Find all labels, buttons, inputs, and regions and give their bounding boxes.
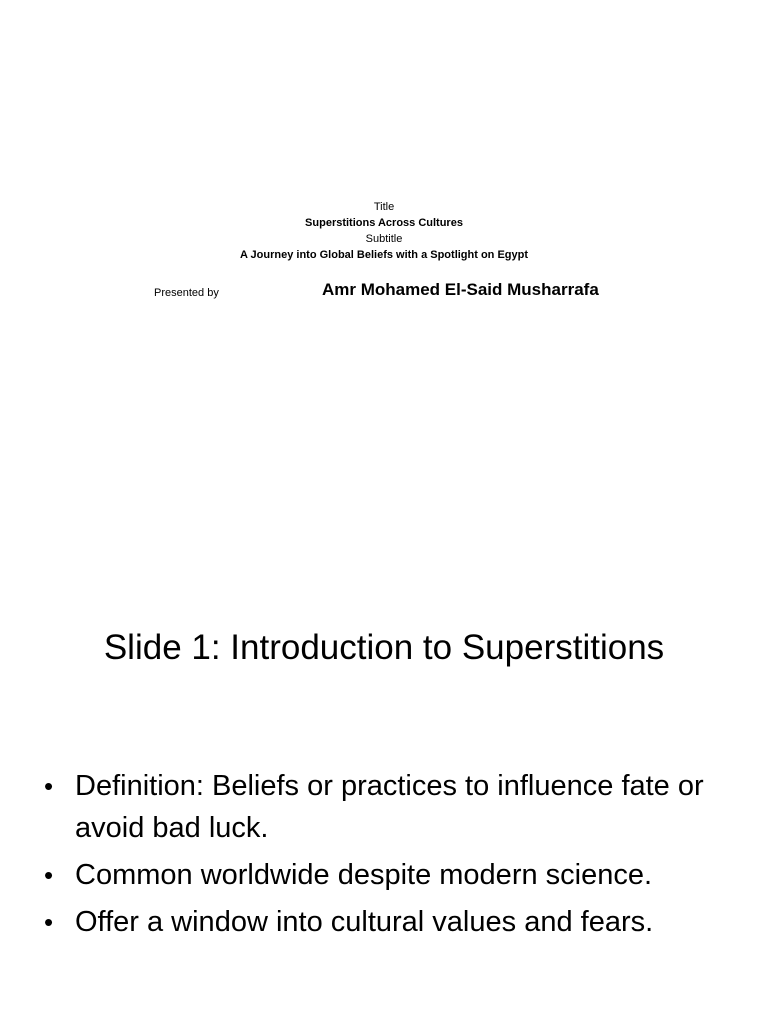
presentation-title: Superstitions Across Cultures (305, 217, 463, 229)
bullet-list (44, 765, 734, 948)
bullet-item-common (44, 854, 734, 896)
bullet-dot: • (44, 907, 54, 937)
presenter-name: Amr Mohamed El-Said Musharrafa (322, 280, 599, 299)
presenter-row (0, 280, 768, 306)
bullet-text: Definition: Beliefs or practices to influence fate or avoid bad luck. (75, 770, 704, 844)
title-label: Title (373, 201, 395, 213)
bullet-text: Offer a window into cultural values and fears. (75, 906, 654, 938)
slide-introduction (0, 512, 768, 1024)
bullet-item-definition (44, 765, 734, 849)
bullet-text: Common worldwide despite modern science. (75, 859, 653, 891)
bullet-dot: • (44, 860, 54, 890)
bullet-dot: • (44, 771, 54, 801)
presented-by-label: Presented by (154, 287, 219, 299)
title-block (0, 199, 768, 263)
presentation-subtitle: A Journey into Global Beliefs with a Spotlight on Egypt (239, 249, 529, 261)
subtitle-label: Subtitle (365, 233, 403, 245)
slide-heading: Slide 1: Introduction to Superstitions (103, 628, 665, 667)
bullet-item-window (44, 901, 734, 943)
